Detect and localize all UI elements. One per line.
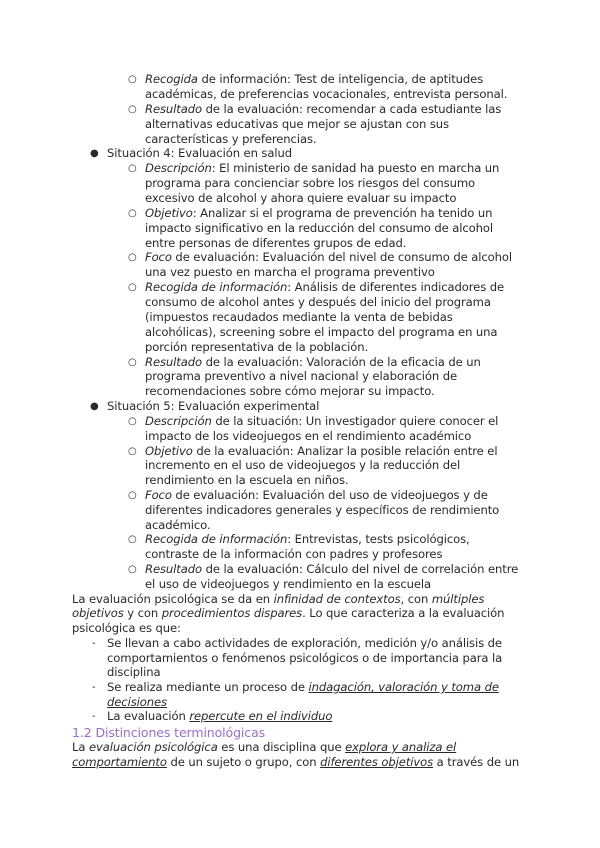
italic-text: Recogida de información: [145, 280, 288, 294]
text-line: [145, 473, 349, 488]
text-line: [145, 414, 498, 429]
underlined-text: explora y analiza el: [345, 740, 457, 754]
bullet-icon: ●: [90, 148, 99, 159]
italic-text: Descripción: [145, 414, 212, 428]
text-span: de un sujeto o grupo, con: [166, 755, 321, 769]
text-line: [145, 221, 493, 236]
text-line: [72, 621, 181, 636]
text-span: incremento en el uso de videojuegos y la reducción del: [145, 458, 461, 472]
text-span: impacto de los videojuegos en el rendimiento académico: [145, 429, 472, 443]
text-span: entre personas de diferentes grupos de edad.: [145, 236, 407, 250]
circle-bullet-icon: ○: [128, 564, 137, 575]
text-span: . Lo que caracteriza a la evaluación: [302, 606, 505, 620]
text-span: : Análisis de diferentes indicadores de: [287, 280, 505, 294]
italic-text: Objetivo: [145, 444, 193, 458]
text-span: porción representativa de la población.: [145, 340, 369, 354]
text-span: consumo de alcohol antes y después del inicio del programa: [145, 295, 491, 309]
text-span: de información: Test de inteligencia, de aptitudes: [197, 72, 484, 86]
circle-bullet-icon: ○: [128, 208, 137, 219]
text-line: [145, 369, 457, 384]
text-line: [145, 325, 497, 340]
italic-text: Foco: [145, 488, 172, 502]
text-line: [145, 458, 460, 473]
text-span: de la situación: Un investigador quiere conocer el: [211, 414, 499, 428]
underlined-text: comportamiento: [72, 755, 167, 769]
text-span: Situación 5: Evaluación experimental: [107, 399, 320, 413]
text-span: de evaluación: Evaluación del uso de videojuegos y de: [171, 488, 488, 502]
text-span: una vez puesto en marcha el programa preventivo: [145, 265, 435, 279]
text-line: [145, 87, 507, 102]
text-line: [145, 161, 499, 176]
text-span: comportamientos o fenómenos psicológicos o de importancia para la: [107, 651, 503, 665]
text-span: alternativas educativas que mejor se ajustan con sus: [145, 117, 449, 131]
italic-text: Resultado: [145, 355, 203, 369]
bullet-icon: ●: [90, 401, 99, 412]
text-line: [72, 740, 456, 755]
circle-bullet-icon: ○: [128, 534, 137, 545]
text-line: [145, 295, 491, 310]
text-span: Se realiza mediante un proceso de: [107, 680, 309, 694]
text-span: el uso de videojuegos y rendimiento en la escuela: [145, 577, 432, 591]
italic-text: múltiples: [431, 592, 485, 606]
text-span: académicas, de preferencias vocacionales, entrevista personal.: [145, 87, 508, 101]
dash-bullet-icon: -: [92, 638, 96, 649]
text-line: [145, 102, 501, 117]
italic-text: Resultado: [145, 102, 203, 116]
text-span: y con: [123, 606, 162, 620]
circle-bullet-icon: ○: [128, 282, 137, 293]
text-span: impacto significativo en la reducción del consumo de alcohol: [145, 221, 493, 235]
underlined-text: indagación, valoración y toma de: [308, 680, 499, 694]
text-line: [145, 250, 512, 265]
text-span: La: [72, 740, 89, 754]
text-span: alcohólicas), screening sobre el impacto del programa en una: [145, 325, 498, 339]
text-line: [107, 665, 160, 680]
text-span: La evaluación psicológica se da en: [72, 592, 274, 606]
dash-bullet-icon: -: [92, 682, 96, 693]
text-span: de la evaluación: Analizar la posible relación entre el: [192, 444, 498, 458]
text-span: , con: [400, 592, 432, 606]
text-span: (impuestos recaudados mediante la venta de bebidas: [145, 310, 453, 324]
italic-text: procedimientos dispares: [161, 606, 303, 620]
text-line: [145, 117, 449, 132]
text-span: diferentes indicadores generales y específicos de rendimiento: [145, 503, 500, 517]
text-span: académico.: [145, 518, 211, 532]
text-line: [107, 651, 502, 666]
italic-text: Recogida de información: [145, 532, 288, 546]
circle-bullet-icon: ○: [128, 163, 137, 174]
text-line: [145, 340, 368, 355]
text-span: : Analizar si el programa de prevención ha tenido un: [192, 206, 493, 220]
text-line: [145, 518, 211, 533]
text-span: rendimiento en la escuela en niños.: [145, 473, 349, 487]
text-span: 1.2 Distinciones terminológicas: [72, 725, 266, 740]
text-line: [107, 709, 332, 724]
italic-text: Foco: [145, 250, 172, 264]
text-span: a través de un: [433, 755, 520, 769]
text-line: [145, 191, 456, 206]
text-line: [145, 577, 431, 592]
text-line: [145, 503, 499, 518]
text-line: [107, 146, 292, 161]
circle-bullet-icon: ○: [128, 252, 137, 263]
text-line: [72, 755, 519, 770]
circle-bullet-icon: ○: [128, 490, 137, 501]
underlined-text: decisiones: [107, 695, 167, 709]
text-span: de la evaluación: Cálculo del nivel de correlación entre: [202, 562, 519, 576]
italic-text: Resultado: [145, 562, 203, 576]
circle-bullet-icon: ○: [128, 446, 137, 457]
text-line: [145, 176, 475, 191]
italic-text: Recogida: [145, 72, 198, 86]
circle-bullet-icon: ○: [128, 416, 137, 427]
text-span: de evaluación: Evaluación del nivel de consumo de alcohol: [171, 250, 512, 264]
text-line: [107, 695, 167, 710]
text-line: [107, 399, 319, 414]
text-line: [145, 72, 483, 87]
text-span: excesivo de alcohol y ahora quiere evaluar su impacto: [145, 191, 457, 205]
text-span: : El ministerio de sanidad ha puesto en marcha un: [211, 161, 500, 175]
italic-text: evaluación psicológica: [88, 740, 218, 754]
italic-text: Objetivo: [145, 206, 193, 220]
text-line: [145, 265, 435, 280]
section-heading: [72, 725, 265, 740]
text-span: programa para concienciar sobre los riesgos del consumo: [145, 176, 476, 190]
underlined-text: diferentes objetivos: [320, 755, 434, 769]
circle-bullet-icon: ○: [128, 104, 137, 115]
text-line: [145, 280, 504, 295]
text-line: [107, 680, 499, 695]
text-span: psicológica es que:: [72, 621, 181, 635]
circle-bullet-icon: ○: [128, 74, 137, 85]
text-line: [145, 532, 470, 547]
italic-text: objetivos: [72, 606, 124, 620]
text-span: de la evaluación: Valoración de la eficacia de un: [202, 355, 481, 369]
text-line: [145, 206, 492, 221]
text-line: [145, 444, 497, 459]
text-span: La evaluación: [107, 709, 190, 723]
text-line: [72, 606, 504, 621]
text-line: [145, 547, 442, 562]
text-line: [107, 636, 502, 651]
text-span: características y preferencias.: [145, 132, 317, 146]
text-line: [145, 236, 406, 251]
italic-text: infinidad de contextos: [273, 592, 401, 606]
text-span: de la evaluación: recomendar a cada estudiante las: [202, 102, 502, 116]
text-span: recomendaciones sobre cómo mejorar su impacto.: [145, 384, 435, 398]
text-span: : Entrevistas, tests psicológicos,: [287, 532, 470, 546]
text-line: [145, 310, 453, 325]
circle-bullet-icon: ○: [128, 357, 137, 368]
text-line: [145, 488, 488, 503]
text-span: programa preventivo a nivel nacional y elaboración de: [145, 369, 458, 383]
italic-text: Descripción: [145, 161, 212, 175]
dash-bullet-icon: -: [92, 711, 96, 722]
underlined-text: repercute en el individuo: [189, 709, 333, 723]
text-span: es una disciplina que: [217, 740, 346, 754]
text-span: contraste de la información con padres y profesores: [145, 547, 443, 561]
text-line: [145, 355, 481, 370]
text-line: [72, 592, 484, 607]
text-line: [145, 384, 435, 399]
text-line: [145, 429, 471, 444]
text-span: Se llevan a cabo actividades de exploración, medición y/o análisis de: [107, 636, 502, 650]
text-span: disciplina: [107, 665, 161, 679]
text-span: Situación 4: Evaluación en salud: [107, 146, 292, 160]
text-line: [145, 132, 317, 147]
text-line: [145, 562, 518, 577]
